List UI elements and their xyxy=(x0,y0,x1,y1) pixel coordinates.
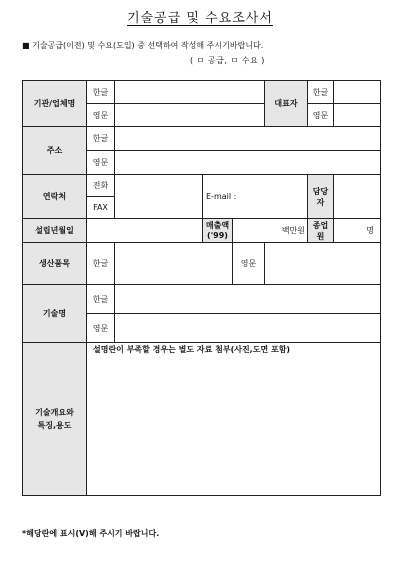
address-korean-field[interactable] xyxy=(115,127,381,151)
email-field[interactable] xyxy=(203,175,308,219)
sales-field[interactable] xyxy=(233,219,308,243)
products-korean-field[interactable] xyxy=(115,243,233,285)
ceo-english-label: 영문 xyxy=(308,104,334,127)
tech-english-label: 영문 xyxy=(87,314,115,343)
overview-field[interactable] xyxy=(87,343,381,496)
products-korean-label: 한글 xyxy=(87,243,115,285)
org-english-label: 영문 xyxy=(87,104,115,127)
tech-korean-field[interactable] xyxy=(115,285,381,314)
survey-form-table xyxy=(22,80,381,496)
address-korean-label: 한글 xyxy=(87,127,115,151)
ceo-korean-field[interactable] xyxy=(334,81,381,104)
org-korean-field[interactable] xyxy=(115,81,265,104)
ceo-english-field[interactable] xyxy=(334,104,381,127)
persons-unit: 명 xyxy=(366,226,374,235)
overview-label: 기술개요와 특징,용도 xyxy=(23,343,87,496)
sales-label: 매출액 ('99) xyxy=(203,219,233,243)
phone-fax-field[interactable] xyxy=(115,175,203,219)
employees-label: 종업원 xyxy=(308,219,334,243)
overview-hint: 설명란이 부족할 경우는 별도 자료 첨부(사진,도면 포함) xyxy=(93,345,291,354)
manager-field[interactable] xyxy=(334,175,381,219)
founded-field[interactable] xyxy=(87,219,203,243)
supply-demand-options[interactable]: ( ㅁ 공급, ㅁ 수요 ) xyxy=(190,56,265,65)
org-english-field[interactable] xyxy=(115,104,265,127)
org-korean-label: 한글 xyxy=(87,81,115,104)
instruction-text: ■ 기술공급(이전) 및 수요(도입) 중 선택하여 작성해 주시기바랍니다. xyxy=(22,41,264,50)
fax-label: FAX xyxy=(87,197,115,219)
address-label: 주소 xyxy=(23,127,87,175)
manager-label: 담당자 xyxy=(308,175,334,219)
phone-label: 전화 xyxy=(87,175,115,197)
address-english-field[interactable] xyxy=(115,151,381,175)
tech-korean-label: 한글 xyxy=(87,285,115,314)
org-label: 기관/업체명 xyxy=(23,81,87,127)
ceo-label: 대표자 xyxy=(265,81,308,127)
employees-field[interactable] xyxy=(334,219,381,243)
footnote: *해당란에 표시(V)해 주시기 바랍니다. xyxy=(22,529,160,538)
tech-english-field[interactable] xyxy=(115,314,381,343)
products-english-field[interactable] xyxy=(265,243,381,285)
ceo-korean-label: 한글 xyxy=(308,81,334,104)
tech-name-label: 기술명 xyxy=(23,285,87,343)
address-english-label: 영문 xyxy=(87,151,115,175)
form-title: 기술공급 및 수요조사서 xyxy=(127,11,273,26)
products-english-label: 영문 xyxy=(233,243,265,285)
contact-label: 연락처 xyxy=(23,175,87,219)
million-won-unit: 백만원 xyxy=(281,226,305,235)
email-label: E-mail : xyxy=(206,192,237,201)
founded-label: 설립년월일 xyxy=(23,219,87,243)
products-label: 생산품목 xyxy=(23,243,87,285)
